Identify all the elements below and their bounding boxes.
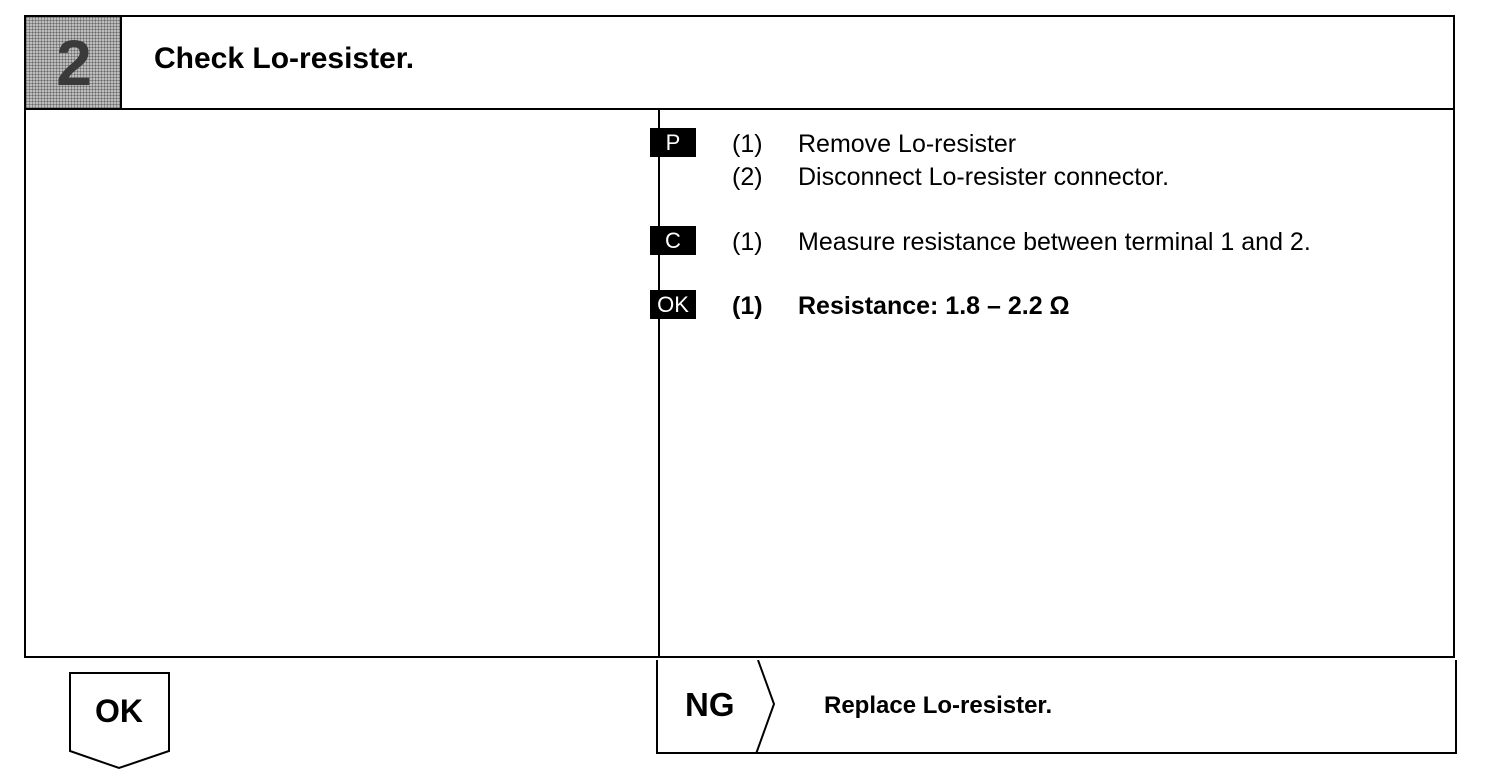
procedure-line <box>732 226 1311 259</box>
line-text: Remove Lo-resister <box>798 130 1017 158</box>
procedure-check <box>650 226 1311 259</box>
line-number: (1) <box>732 228 763 256</box>
line-number: (1) <box>732 130 763 158</box>
illustration-area <box>26 110 656 656</box>
procedure-prepare <box>650 128 1169 194</box>
ng-result <box>656 660 1457 754</box>
procedure-line <box>732 128 1169 161</box>
ok-label: OK <box>95 693 143 729</box>
ng-action: Replace Lo-resister. <box>824 692 1053 719</box>
prepare-badge: P <box>650 128 696 157</box>
inspection-step-frame <box>24 15 1455 658</box>
line-text: Measure resistance between terminal 1 and 2. <box>798 228 1311 256</box>
procedure-line <box>732 161 1169 194</box>
line-text: Resistance: 1.8 – 2.2 Ω <box>798 292 1070 320</box>
procedure-ok <box>650 290 1070 323</box>
line-number: (1) <box>732 292 763 320</box>
step-number: 2 <box>56 26 90 99</box>
check-badge: C <box>650 226 696 255</box>
step-number-box <box>26 17 122 108</box>
line-number: (2) <box>732 163 763 191</box>
step-title: Check Lo-resister. <box>154 42 415 75</box>
ok-result <box>68 671 172 771</box>
line-text: Disconnect Lo-resister connector. <box>798 163 1170 191</box>
procedure-line <box>732 290 1070 323</box>
ok-badge: OK <box>650 290 696 319</box>
ng-label: NG <box>685 686 735 723</box>
